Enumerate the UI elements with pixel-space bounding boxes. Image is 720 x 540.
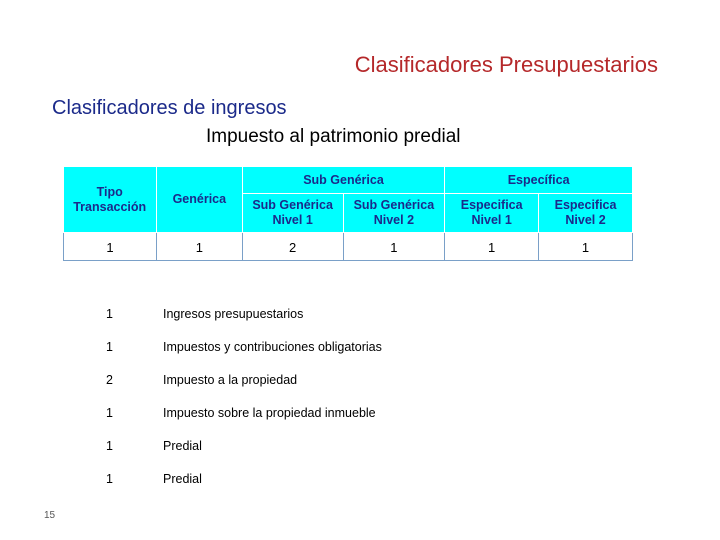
table-cell: 1 <box>539 233 633 261</box>
header-sub-generica: Sub Genérica <box>242 167 445 194</box>
item-label: Impuesto a la propiedad <box>163 372 298 387</box>
list-item <box>98 396 382 429</box>
list-item <box>98 429 382 462</box>
item-code: 1 <box>106 339 113 354</box>
sub-subtitle: Impuesto al patrimonio predial <box>206 126 461 147</box>
table-cell: 1 <box>64 233 157 261</box>
item-code: 1 <box>106 438 113 453</box>
list-item <box>98 462 382 495</box>
header-generica: Genérica <box>156 167 242 233</box>
page-number: 15 <box>44 510 56 521</box>
table-cell: 1 <box>343 233 445 261</box>
header-tipo-transaccion: Tipo Transacción <box>64 167 157 233</box>
header-especifica-nivel-2: Especifica Nivel 2 <box>539 194 633 233</box>
list-item <box>98 330 382 363</box>
table-row <box>64 233 633 261</box>
item-label: Ingresos presupuestarios <box>163 306 304 321</box>
table-cell: 2 <box>242 233 343 261</box>
header-sub-generica-nivel-1: Sub Genérica Nivel 1 <box>242 194 343 233</box>
table-cell: 1 <box>156 233 242 261</box>
list-item <box>98 363 382 396</box>
item-code: 2 <box>106 372 113 387</box>
table-cell: 1 <box>445 233 539 261</box>
header-especifica-nivel-1: Especifica Nivel 1 <box>445 194 539 233</box>
header-especifica: Específica <box>445 167 633 194</box>
subtitle: Clasificadores de ingresos <box>52 97 287 119</box>
classifier-description-list <box>98 297 382 495</box>
header-sub-generica-nivel-2: Sub Genérica Nivel 2 <box>343 194 445 233</box>
item-code: 1 <box>106 471 113 486</box>
classifier-table <box>63 167 633 261</box>
item-code: 1 <box>106 306 113 321</box>
item-code: 1 <box>106 405 113 420</box>
list-item <box>98 297 382 330</box>
item-label: Impuesto sobre la propiedad inmueble <box>163 405 376 420</box>
item-label: Predial <box>163 438 202 453</box>
item-label: Impuestos y contribuciones obligatorias <box>163 339 382 354</box>
item-label: Predial <box>163 471 202 486</box>
slide-title: Clasificadores Presupuestarios <box>354 52 658 77</box>
